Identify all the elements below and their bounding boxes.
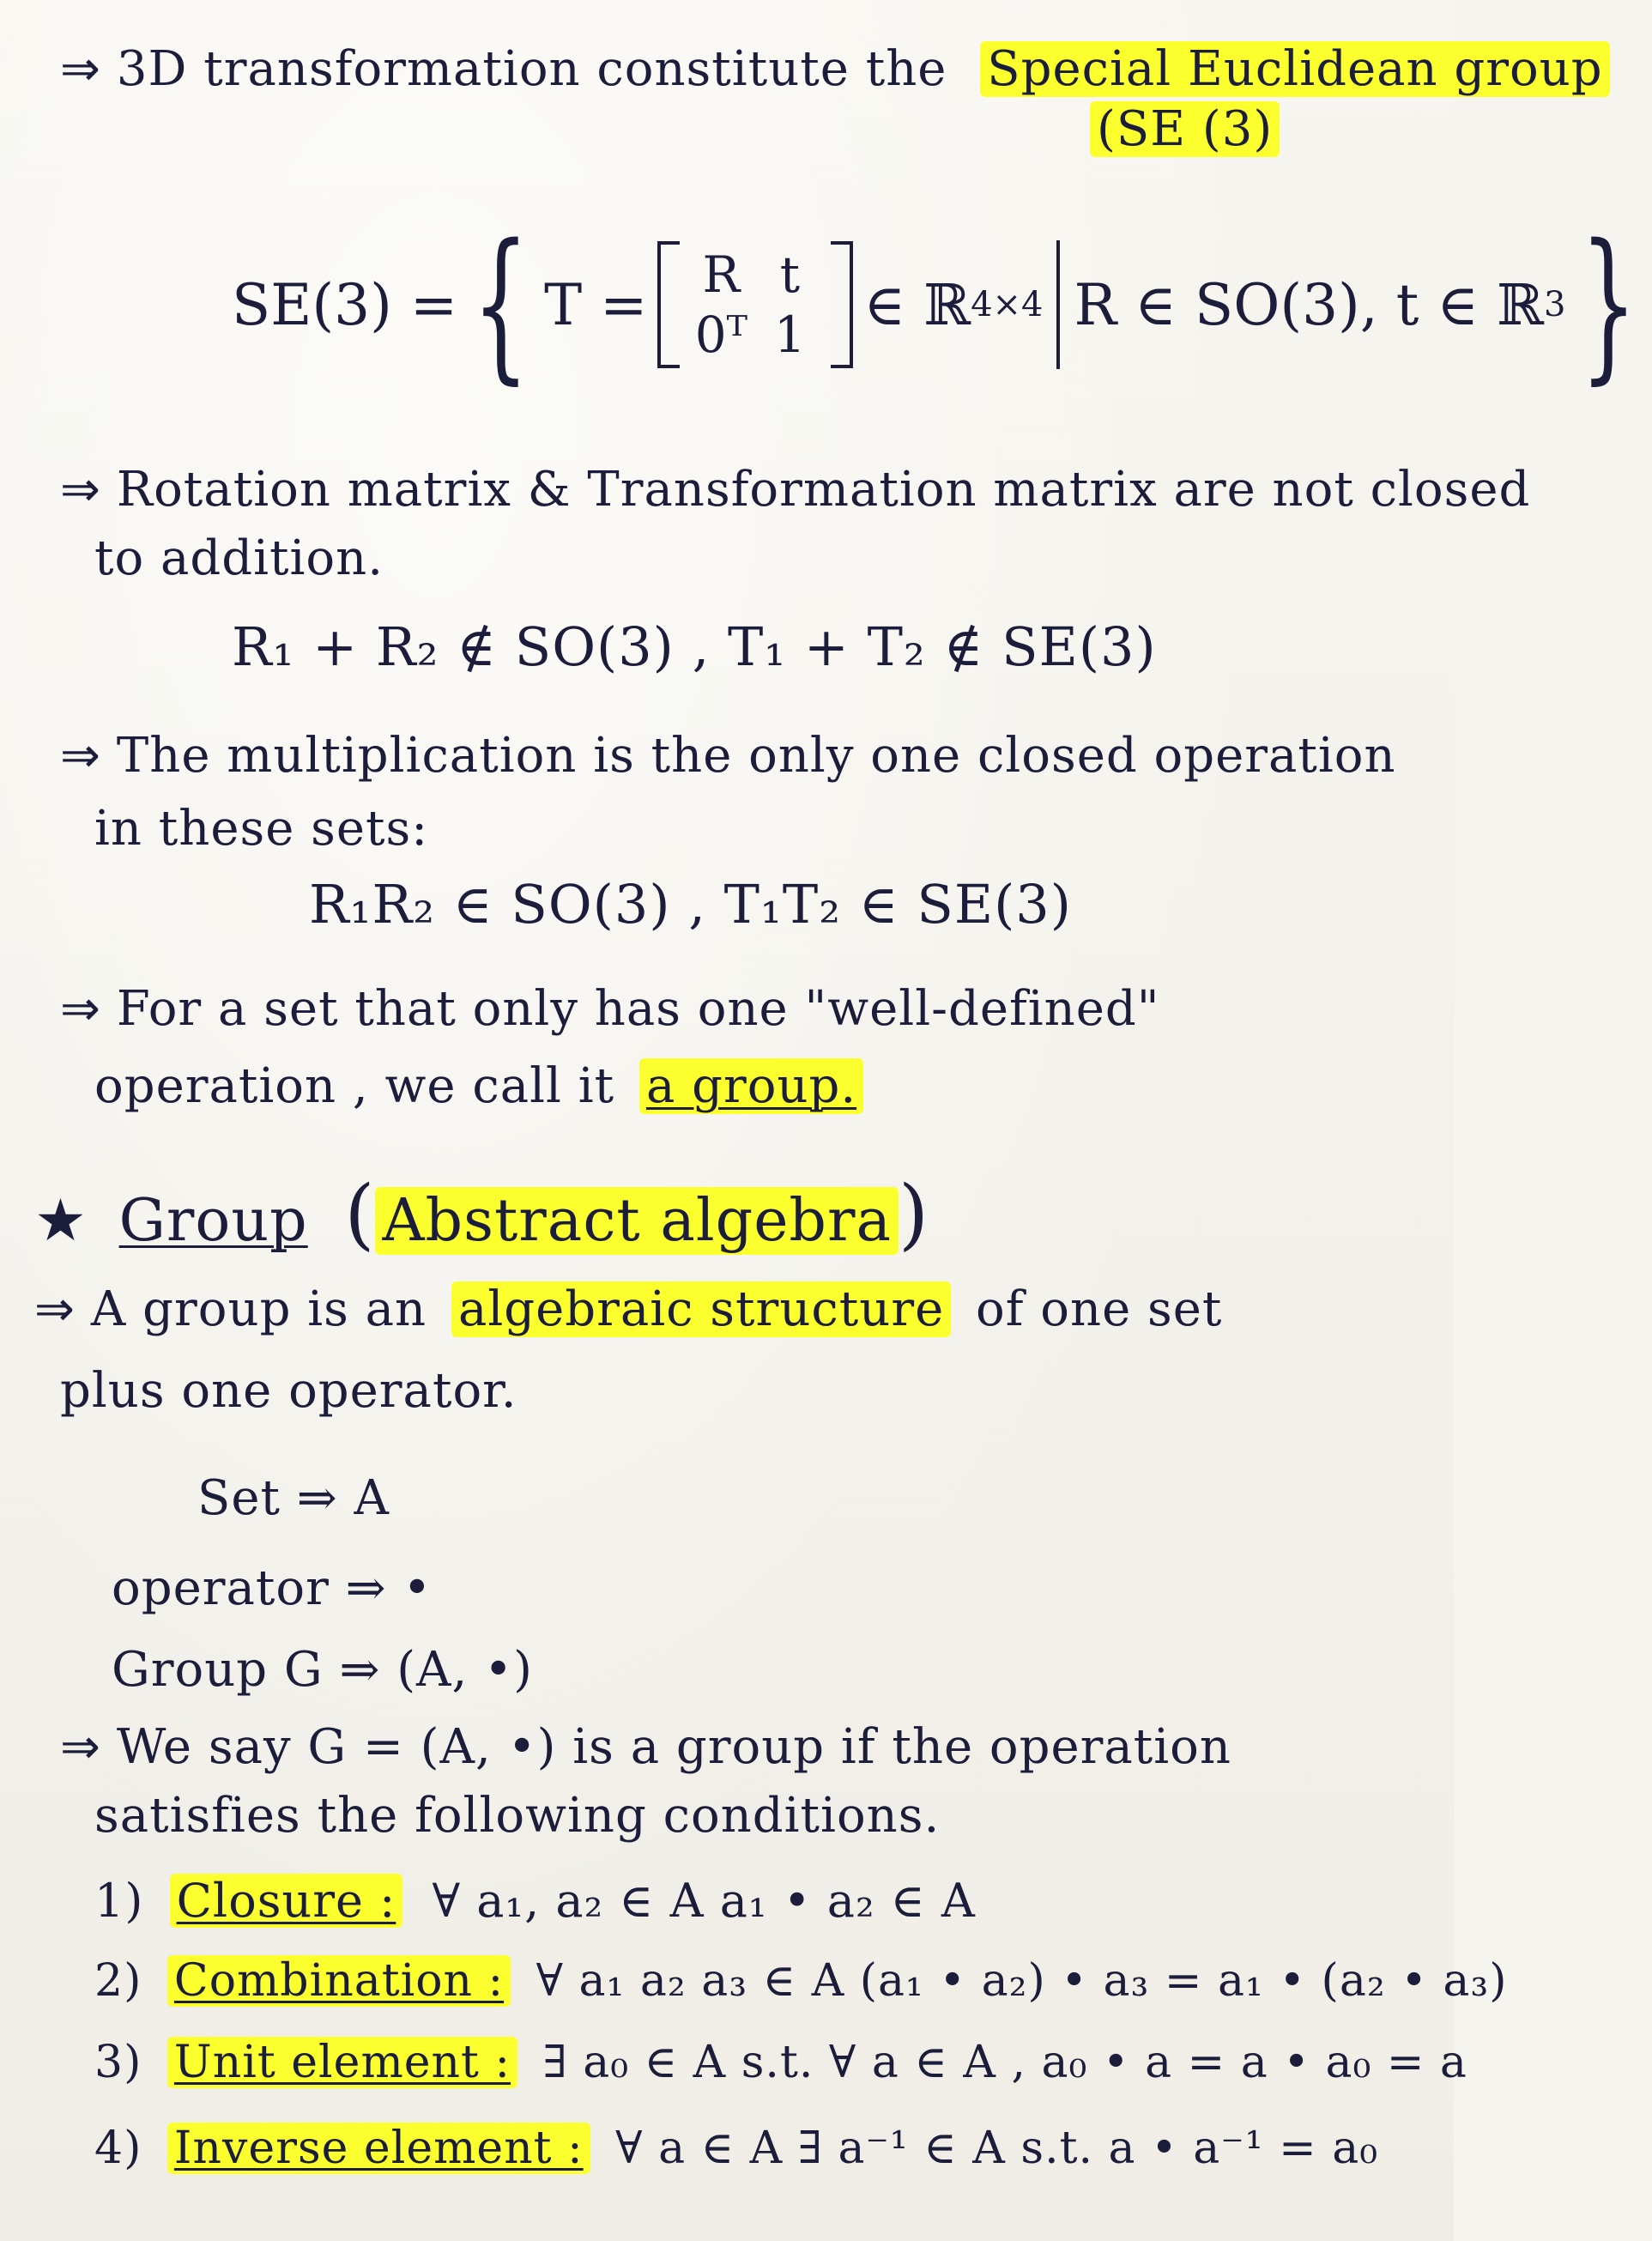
left-brace: { bbox=[472, 209, 529, 399]
algebraic-structure-line bbox=[34, 1283, 1222, 1336]
group-heading bbox=[34, 1169, 930, 1259]
closure-note-a: Rotation matrix & Transformation matrix are not closed bbox=[116, 462, 1531, 518]
multiplication-note-b: in these sets: bbox=[94, 801, 429, 857]
closure-note-b: to addition. bbox=[94, 530, 384, 586]
addition-not-closed: R₁ + R₂ ∉ SO(3) , T₁ + T₂ ∉ SE(3) bbox=[232, 615, 1157, 678]
matrix-cell: R bbox=[702, 245, 741, 304]
condition-num: 2) bbox=[94, 1955, 142, 2007]
conditions-intro bbox=[60, 1721, 1231, 1774]
multiplication-note-a: The multiplication is the only one closed operation bbox=[116, 728, 1396, 784]
se3-abbrev bbox=[1090, 103, 1280, 156]
matrix-cell: 1 bbox=[773, 306, 806, 364]
algebraic-post: of one set bbox=[976, 1281, 1223, 1337]
formula-condition: R ∈ SO(3), t ∈ ℝ bbox=[1074, 271, 1544, 338]
closure-note bbox=[60, 463, 1530, 517]
condition-expr: ∀ a₁, a₂ ∈ A a₁ • a₂ ∈ A bbox=[432, 1874, 976, 1928]
formula-in-r-sup: 4×4 bbox=[971, 285, 1044, 324]
condition-label: Combination : bbox=[167, 1955, 511, 2007]
implies-arrow-icon: ⇒ bbox=[34, 1281, 76, 1337]
condition-expr: ∃ a₀ ∈ A s.t. ∀ a ∈ A , a₀ • a = a • a₀ = a bbox=[542, 2037, 1467, 2088]
condition-num: 1) bbox=[94, 1874, 144, 1928]
condition-item bbox=[94, 2124, 1378, 2173]
condition-expr: ∀ a ∈ A ∃ a⁻¹ ∈ A s.t. a • a⁻¹ = a₀ bbox=[615, 2123, 1379, 2174]
group-intro-a: For a set that only has one "well-defined" bbox=[116, 981, 1160, 1037]
formula-in-r: ∈ ℝ bbox=[863, 271, 971, 338]
star-icon: ★ bbox=[34, 1187, 88, 1255]
condition-item bbox=[94, 2038, 1467, 2087]
conditions-intro-a: We say G = (A, •) is a group if the operation bbox=[116, 1719, 1231, 1775]
group-intro-b-text: operation , we call it bbox=[94, 1058, 615, 1114]
conditions-intro-b: satisfies the following conditions. bbox=[94, 1788, 941, 1844]
implies-arrow-icon: ⇒ bbox=[60, 981, 101, 1037]
implies-arrow-icon: ⇒ bbox=[60, 462, 101, 518]
condition-num: 4) bbox=[94, 2123, 142, 2174]
abstract-algebra-highlight: Abstract algebra bbox=[375, 1187, 899, 1255]
implies-arrow-icon: ⇒ bbox=[60, 728, 101, 784]
multiplication-note bbox=[60, 730, 1396, 783]
such-that-bar bbox=[1056, 240, 1060, 369]
group-intro-b bbox=[94, 1060, 863, 1113]
right-brace: } bbox=[1580, 209, 1638, 399]
condition-num: 3) bbox=[94, 2037, 142, 2088]
implies-arrow-icon: ⇒ bbox=[60, 41, 101, 97]
group-term-highlight: a group. bbox=[639, 1058, 863, 1114]
paren-close: ) bbox=[899, 1169, 930, 1259]
condition-label: Unit element : bbox=[167, 2037, 517, 2088]
group-intro bbox=[60, 983, 1160, 1036]
matrix-grid bbox=[680, 241, 831, 368]
group-tuple-definition: Group G ⇒ (A, •) bbox=[112, 1642, 533, 1698]
matrix-cell: t bbox=[779, 245, 801, 304]
intro-text: 3D transformation constitute the bbox=[116, 41, 947, 97]
paren-open: ( bbox=[344, 1169, 376, 1259]
algebraic-pre: A group is an bbox=[90, 1281, 427, 1337]
se3-abbrev-highlight: (SE (3) bbox=[1090, 101, 1280, 157]
se3-highlight: Special Euclidean group bbox=[980, 41, 1609, 97]
implies-arrow-icon: ⇒ bbox=[60, 1719, 101, 1775]
matrix-right-bracket bbox=[831, 241, 853, 368]
operator-definition: operator ⇒ • bbox=[112, 1560, 433, 1616]
formula-condition-sup: 3 bbox=[1543, 285, 1566, 324]
se3-definition-formula bbox=[232, 209, 1652, 399]
condition-label: Closure : bbox=[170, 1874, 403, 1928]
multiplication-closed: R₁R₂ ∈ SO(3) , T₁T₂ ∈ SE(3) bbox=[309, 873, 1072, 936]
group-heading-word: Group bbox=[118, 1187, 308, 1255]
formula-lhs: SE(3) = bbox=[232, 271, 458, 338]
condition-item bbox=[94, 1875, 976, 1926]
condition-item bbox=[94, 1957, 1508, 2006]
intro-line bbox=[60, 43, 1610, 96]
transform-matrix bbox=[657, 241, 853, 368]
condition-label: Inverse element : bbox=[167, 2123, 590, 2174]
plus-operator-line: plus one operator. bbox=[60, 1363, 517, 1419]
algebraic-structure-highlight: algebraic structure bbox=[451, 1281, 951, 1337]
matrix-left-bracket bbox=[657, 241, 680, 368]
matrix-cell: 0ᵀ bbox=[694, 306, 747, 364]
formula-t: T = bbox=[544, 271, 648, 338]
condition-expr: ∀ a₁ a₂ a₃ ∈ A (a₁ • a₂) • a₃ = a₁ • (a₂ • a₃) bbox=[536, 1955, 1508, 2007]
set-definition: Set ⇒ A bbox=[197, 1470, 390, 1526]
